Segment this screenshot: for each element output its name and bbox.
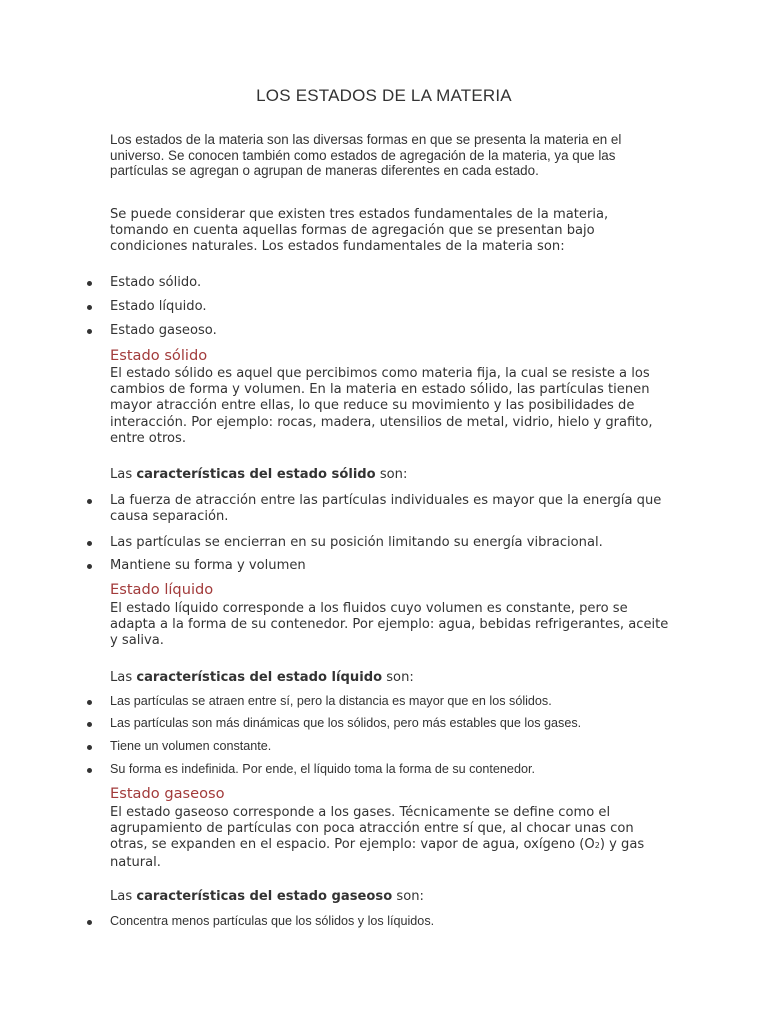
list-item-text: Estado sólido. <box>110 275 202 290</box>
bullet-icon <box>87 305 92 310</box>
bullet-icon <box>87 920 92 925</box>
list-item-text: Concentra menos partículas que los sólidos y los líquidos. <box>110 914 435 928</box>
liquid-heading: Estado líquido <box>110 581 214 598</box>
liquid-characteristics-intro: Las características del estado líquido son: <box>110 670 414 685</box>
bullet-icon <box>87 700 92 705</box>
gas-characteristics-intro: Las características del estado gaseoso son: <box>110 889 424 904</box>
bullet-icon <box>87 564 92 569</box>
bullet-icon <box>87 722 92 727</box>
list-item-text: Las partículas se atraen entre sí, pero la distancia es mayor que en los sólidos. <box>110 694 552 708</box>
list-item-text: Mantiene su forma y volumen <box>110 558 306 573</box>
gas-description: El estado gaseoso corresponde a los gases. Técnicamente se define como el agrupamiento de partículas con poca atracción entre sí que, al chocar unas con otras, se expanden en el espacio. Por ejemplo: vapor de agua, oxígeno (O2) y gas natural. <box>110 805 645 870</box>
list-item-text: Las partículas son más dinámicas que los sólidos, pero más estables que los gases. <box>110 716 582 730</box>
subscript-two: 2 <box>594 841 600 851</box>
solid-heading: Estado sólido <box>110 347 208 364</box>
list-item-text: Su forma es indefinida. Por ende, el líquido toma la forma de su contenedor. <box>110 762 535 776</box>
liquid-description: El estado líquido corresponde a los fluidos cuyo volumen es constante, pero se adapta a la forma de su contenedor. Por ejemplo: agua, bebidas refrigerantes, aceite y saliva. <box>110 601 669 649</box>
list-item-text: Estado gaseoso. <box>110 323 217 338</box>
list-item-text: La fuerza de atracción entre las partículas individuales es mayor que la energía que causa separación. <box>110 493 662 525</box>
list-item-text: Estado líquido. <box>110 299 207 314</box>
bullet-icon <box>87 768 92 773</box>
intro-paragraph: Los estados de la materia son las diversas formas en que se presenta la materia en el universo. Se conocen también como estados de agregación de la materia, ya que las partículas se agregan o agrupan de maneras diferentes en cada estado. <box>110 132 622 178</box>
bullet-icon <box>87 281 92 286</box>
fundamental-states-paragraph: Se puede considerar que existen tres estados fundamentales de la materia, tomando en cuenta aquellas formas de agregación que se presentan bajo condiciones naturales. Los estados fundamentales de la materia son: <box>110 207 609 255</box>
page-title: LOS ESTADOS DE LA MATERIA <box>256 86 512 105</box>
solid-description: El estado sólido es aquel que percibimos como materia fija, la cual se resiste a los cambios de forma y volumen. En la materia en estado sólido, las partículas tienen mayor atracción entre ellas, lo que reduce su movimiento y las posibilidades de interacción. Por ejemplo: rocas, madera, utensilios de metal, vidrio, hielo y grafito, entre otros. <box>110 366 653 446</box>
bullet-icon <box>87 329 92 334</box>
list-item-text: Tiene un volumen constante. <box>110 739 272 753</box>
solid-characteristics-intro: Las características del estado sólido son: <box>110 467 408 482</box>
gas-heading: Estado gaseoso <box>110 785 225 802</box>
list-item-text: Las partículas se encierran en su posición limitando su energía vibracional. <box>110 535 603 550</box>
bullet-icon <box>87 745 92 750</box>
bullet-icon <box>87 541 92 546</box>
bullet-icon <box>87 499 92 504</box>
